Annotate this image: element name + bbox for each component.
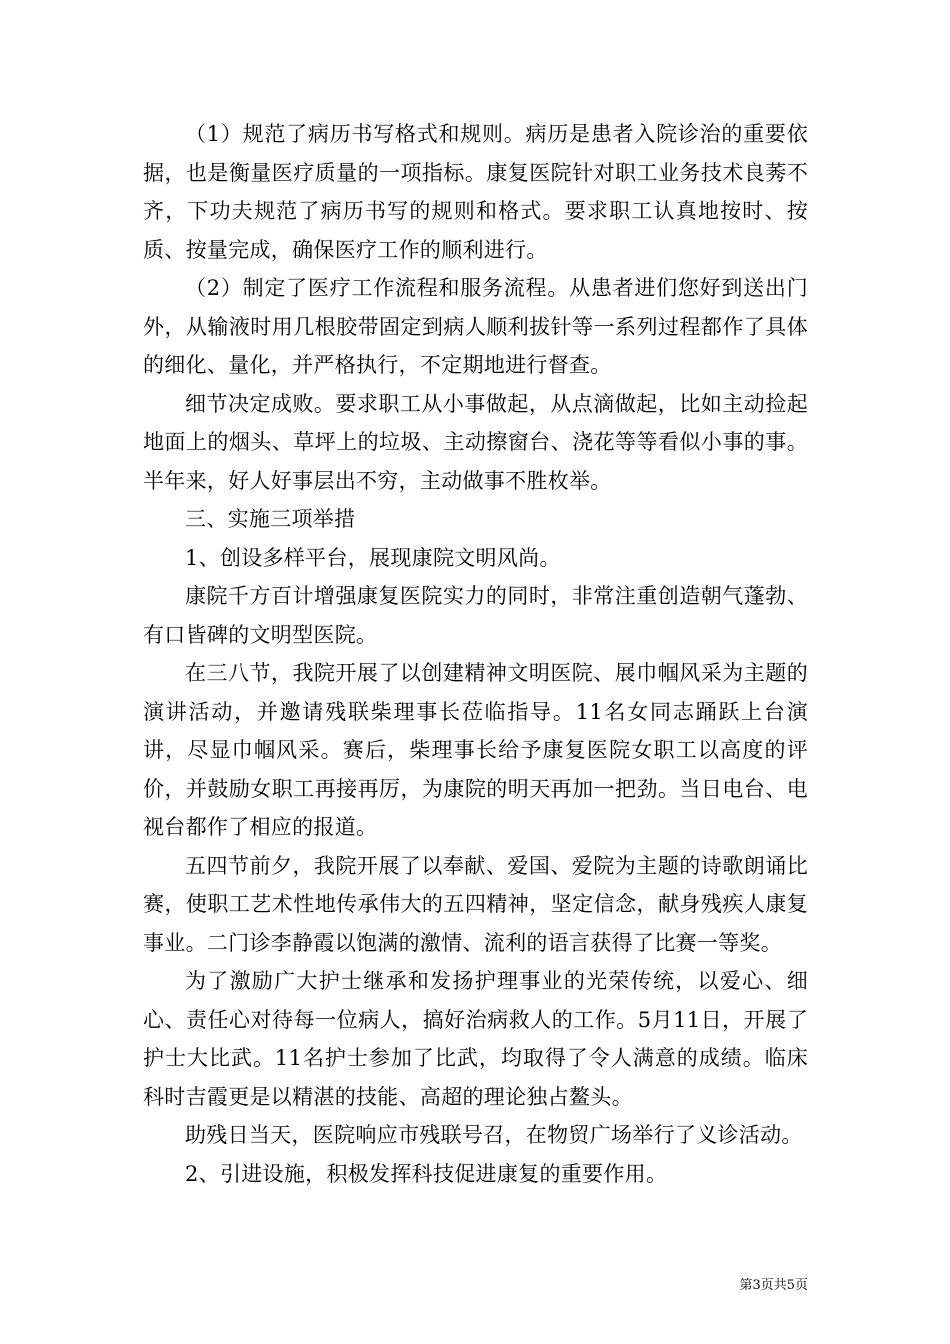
document-body <box>143 115 808 1193</box>
paragraph-youth-day: 五四节前夕，我院开展了以奉献、爱国、爱院为主题的诗歌朗诵比赛，使职工艺术性地传承伟大的五四精神，坚定信念，献身残疾人康复事业。二门诊李静霞以饱满的激情、流利的语言获得了比赛一等奖。 <box>143 853 808 955</box>
subheading-introduce-facilities: 2、引进设施，积极发挥科技促进康复的重要作用。 <box>185 1161 668 1186</box>
page-number-footer: 第3页共5页 <box>739 1278 808 1293</box>
subheading-diverse-platforms: 1、创设多样平台，展现康院文明风尚。 <box>185 545 561 570</box>
paragraph-nurse-competition: 为了激励广大护士继承和发扬护理事业的光荣传统，以爱心、细心、责任心对待每一位病人，搞好治病救人的工作。5月11日，开展了护士大比武。11名护士参加了比武，均取得了令人满意的成绩。临床科时吉霞更是以精湛的技能、高超的理论独占鳌头。 <box>143 969 808 1109</box>
paragraph-details-matter: 细节决定成败。要求职工从小事做起，从点滴做起，比如主动捡起地面上的烟头、草坪上的垃圾、主动擦窗台、浇花等等看似小事的事。半年来，好人好事层出不穷，主动做事不胜枚举。 <box>143 391 808 493</box>
section-heading-three-measures: 三、实施三项举措 <box>185 507 356 531</box>
paragraph-disability-day: 助残日当天，医院响应市残联号召，在物贸广场举行了义诊活动。 <box>185 1123 803 1147</box>
paragraph-womens-day: 在三八节，我院开展了以创建精神文明医院、展巾帼风采为主题的演讲活动，并邀请残联柴理事长莅临指导。11名女同志踊跃上台演讲，尽显巾帼风采。赛后，柴理事长给予康复医院女职工以高度的评价，并鼓励女职工再接再厉，为康院的明天再加一把劲。当日电台、电视台都作了相应的报道。 <box>143 661 808 839</box>
paragraph-civilized-hospital: 康院千方百计增强康复医院实力的同时，非常注重创造朝气蓬勃、有口皆碑的文明型医院。 <box>143 584 808 647</box>
paragraph-workflow-standard: （2）制定了医疗工作流程和服务流程。从患者进们您好到送出门外，从输液时用几根胶带固定到病人顺利拔针等一系列过程都作了具体的细化、量化，并严格执行，不定期地进行督查。 <box>143 276 808 377</box>
paragraph-medical-record-standard: （1）规范了病历书写格式和规则。病历是患者入院诊治的重要依据，也是衡量医疗质量的一项指标。康复医院针对职工业务技术良莠不齐，下功夫规范了病历书写的规则和格式。要求职工认真地按时、按质、按量完成，确保医疗工作的顺利进行。 <box>143 122 808 262</box>
